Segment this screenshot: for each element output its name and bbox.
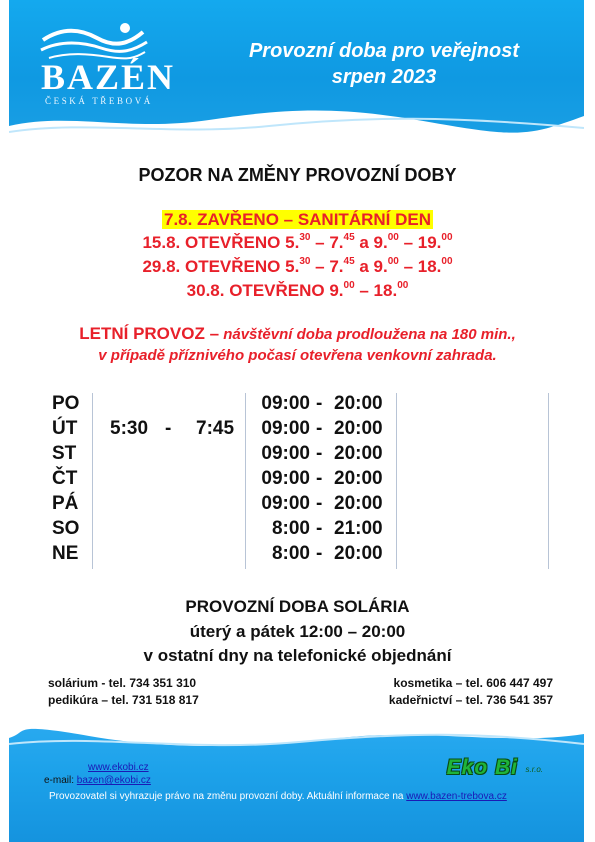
table-row [48, 518, 553, 543]
morning-to: 7:45 [196, 418, 235, 439]
time-part: 5. [285, 233, 300, 252]
disclaimer-note [49, 791, 507, 802]
change-line-1 [0, 233, 595, 253]
day-cell: ST [52, 443, 77, 464]
open-from: 09:00 [261, 418, 310, 439]
header-wave-edge [9, 102, 584, 142]
table-row [48, 493, 553, 518]
open-dash: - [316, 493, 323, 514]
ekobi-brand-logo: Eko Bi [446, 756, 518, 779]
open-from: 09:00 [261, 393, 310, 414]
solarium-title: PROVOZNÍ DOBA SOLÁRIA [185, 597, 410, 616]
open-to: 20:00 [334, 393, 383, 414]
day-cell: SO [52, 518, 80, 539]
day-cell: PO [52, 393, 80, 414]
bazen-logo [33, 18, 176, 108]
time-sup: 00 [441, 256, 453, 268]
contact-pedikura: pedikúra – tel. 731 518 817 [48, 693, 199, 707]
logo-city: ČESKÁ TŘEBOVÁ [45, 96, 153, 106]
open-dash: - [316, 443, 323, 464]
open-dash: - [316, 518, 323, 539]
time-part: 9. [329, 281, 344, 300]
time-part: a 9. [354, 257, 388, 276]
change-line-2 [0, 257, 595, 277]
time-sup: 00 [387, 232, 399, 244]
open-dash: - [316, 543, 323, 564]
website-link[interactable]: www.ekobi.cz [88, 762, 149, 773]
contact-kosmetika: kosmetika – tel. 606 447 497 [393, 676, 553, 690]
day-cell: PÁ [52, 493, 79, 514]
summer-notice [0, 324, 595, 364]
solarium-days: úterý a pátek 12:00 – 20:00 [189, 622, 406, 641]
changes-headline: POZOR NA ZMĚNY PROVOZNÍ DOBY [138, 165, 457, 185]
time-sup: 00 [397, 280, 409, 292]
open-dash: - [316, 393, 323, 414]
open-to: 20:00 [334, 543, 383, 564]
open-from: 09:00 [261, 443, 310, 464]
time-sup: 00 [441, 232, 453, 244]
solarium-other: v ostatní dny na telefonické objednání [143, 646, 452, 665]
time-sup: 00 [343, 280, 355, 292]
open-dash: - [316, 418, 323, 439]
time-sup: 45 [343, 256, 355, 268]
page-title: Provozní doba pro veřejnost [248, 40, 520, 62]
table-row [48, 543, 553, 568]
time-sup: 30 [299, 232, 311, 244]
open-to: 20:00 [334, 443, 383, 464]
time-sup: 00 [387, 256, 399, 268]
open-from: 8:00 [271, 518, 310, 539]
disclaimer-text: Provozovatel si vyhrazuje právo na změnu provozní doby. Aktuální informace na [49, 791, 407, 802]
contact-kadernictvi: kadeřnictví – tel. 736 541 357 [388, 693, 553, 707]
closed-notice [0, 210, 595, 230]
header-banner [9, 0, 584, 142]
summer-label: LETNÍ PROVOZ – [79, 324, 220, 343]
open-to: 20:00 [334, 493, 383, 514]
email-label: e-mail: [44, 775, 77, 786]
open-from: 09:00 [261, 468, 310, 489]
closed-highlight: 7.8. ZAVŘENO – SANITÁRNÍ DEN [163, 210, 431, 229]
open-to: 21:00 [334, 518, 383, 539]
opening-hours-table [48, 393, 553, 571]
time-part: – 18. [354, 281, 398, 300]
email-line [44, 775, 151, 786]
change-line-3 [0, 281, 595, 301]
day-cell: NE [52, 543, 79, 564]
footer-banner [9, 722, 584, 842]
time-sup: 45 [343, 232, 355, 244]
time-sup: 30 [299, 256, 311, 268]
time-part: – 7. [310, 257, 344, 276]
table-row [48, 443, 553, 468]
day-cell: ČT [52, 468, 78, 489]
change-date: 15.8. OTEVŘENO [142, 233, 281, 252]
page-subtitle-month: srpen 2023 [331, 66, 437, 88]
open-to: 20:00 [334, 468, 383, 489]
bazen-website-link[interactable]: www.bazen-trebova.cz [406, 791, 507, 802]
open-dash: - [316, 468, 323, 489]
summer-line-1: návštěvní doba prodloužena na 180 min., [219, 326, 516, 343]
morning-from: 5:30 [110, 418, 149, 439]
open-to: 20:00 [334, 418, 383, 439]
summer-line-2: v případě příznivého počasí otevřena venkovní zahrada. [98, 347, 497, 364]
table-row [48, 418, 553, 443]
time-part: 5. [285, 257, 300, 276]
day-cell: ÚT [52, 418, 78, 439]
table-row [48, 393, 553, 418]
open-from: 09:00 [261, 493, 310, 514]
time-part: – 18. [398, 257, 442, 276]
open-from: 8:00 [271, 543, 310, 564]
time-part: – 19. [398, 233, 442, 252]
email-link[interactable]: bazen@ekobi.cz [76, 775, 151, 786]
logo-wordmark: BAZÉN [41, 57, 176, 97]
time-part: a 9. [354, 233, 388, 252]
contact-solarium: solárium - tel. 734 351 310 [48, 676, 197, 690]
morning-dash: - [165, 418, 172, 439]
change-date: 29.8. OTEVŘENO [142, 257, 281, 276]
change-date: 30.8. OTEVŘENO [186, 281, 325, 300]
table-row [48, 468, 553, 493]
time-part: – 7. [310, 233, 344, 252]
ekobi-brand-suffix: s.r.o. [525, 765, 543, 774]
